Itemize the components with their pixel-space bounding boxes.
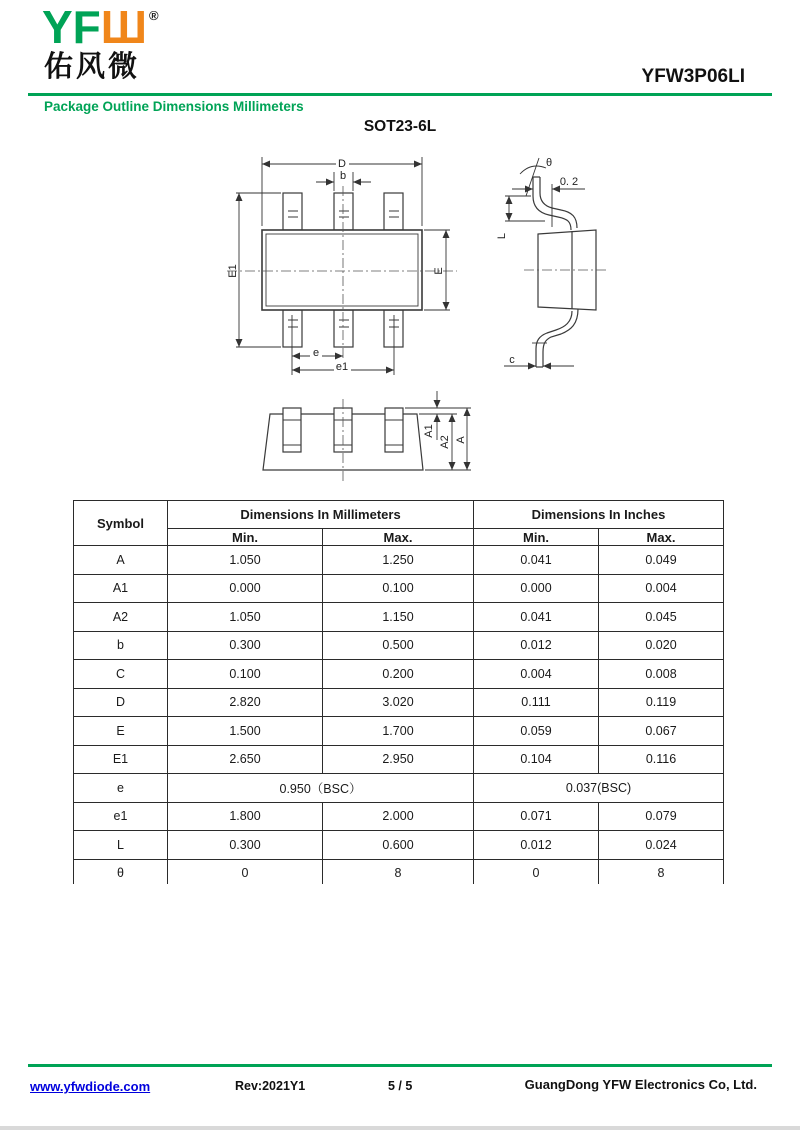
package-name: SOT23-6L bbox=[363, 118, 437, 135]
table-header-groups bbox=[74, 501, 724, 529]
cell-symbol: A bbox=[74, 546, 168, 575]
cell-in-max: 8 bbox=[599, 859, 724, 884]
cell-symbol: E1 bbox=[74, 745, 168, 774]
top-view-body bbox=[262, 230, 422, 310]
cell-in-min: 0.041 bbox=[474, 603, 599, 632]
col-header-mm-max: Max. bbox=[323, 529, 474, 546]
cell-mm-min: 0 bbox=[168, 859, 323, 884]
header-divider bbox=[28, 93, 772, 96]
cell-symbol: L bbox=[74, 831, 168, 860]
col-header-in-min: Min. bbox=[474, 529, 599, 546]
cell-mm-max: 2.950 bbox=[323, 745, 474, 774]
cell-in-max: 0.004 bbox=[599, 574, 724, 603]
cell-mm-max: 8 bbox=[323, 859, 474, 884]
cell-mm-min: 2.650 bbox=[168, 745, 323, 774]
cell-in-max: 0.067 bbox=[599, 717, 724, 746]
cell-mm-min: 1.050 bbox=[168, 546, 323, 575]
cell-in-min: 0.012 bbox=[474, 631, 599, 660]
dimensions-table bbox=[73, 500, 725, 884]
cell-mm-max: 0.100 bbox=[323, 574, 474, 603]
cell-symbol: A2 bbox=[74, 603, 168, 632]
cell-in-min: 0.004 bbox=[474, 660, 599, 689]
table-row-C bbox=[74, 660, 724, 689]
cell-in-max: 0.045 bbox=[599, 603, 724, 632]
cell-in-max: 0.116 bbox=[599, 745, 724, 774]
table-row-b bbox=[74, 631, 724, 660]
dim-label-E1: E1 bbox=[227, 264, 239, 278]
dim-label-c: c bbox=[509, 354, 515, 366]
cell-mm-max: 0.600 bbox=[323, 831, 474, 860]
side-view-dim-labels bbox=[496, 157, 578, 366]
cell-symbol: D bbox=[74, 688, 168, 717]
cell-in-min: 0.071 bbox=[474, 802, 599, 831]
col-header-mm: Dimensions In Millimeters bbox=[168, 501, 474, 529]
package-outline-drawing bbox=[150, 130, 650, 490]
cell-mm-max: 1.700 bbox=[323, 717, 474, 746]
cell-mm-min: 0.100 bbox=[168, 660, 323, 689]
logo-chinese-name: 佑风微 bbox=[44, 51, 141, 83]
table-row-theta bbox=[74, 859, 724, 884]
table-row-A1 bbox=[74, 574, 724, 603]
col-header-mm-min: Min. bbox=[168, 529, 323, 546]
cell-in-min: 0 bbox=[474, 859, 599, 884]
table-row-L bbox=[74, 831, 724, 860]
table-row-E1 bbox=[74, 745, 724, 774]
cell-symbol: e1 bbox=[74, 802, 168, 831]
table-header-minmax bbox=[74, 529, 724, 546]
cell-in-max: 0.119 bbox=[599, 688, 724, 717]
cell-mm-max: 2.000 bbox=[323, 802, 474, 831]
dim-label-L: L bbox=[496, 232, 508, 240]
dim-label-A: A bbox=[455, 436, 467, 444]
part-number: YFW3P06LI bbox=[641, 66, 745, 87]
cell-in-min: 0.041 bbox=[474, 546, 599, 575]
table-row-A2 bbox=[74, 603, 724, 632]
dim-label-02: 0. 2 bbox=[559, 176, 579, 188]
cell-symbol: C bbox=[74, 660, 168, 689]
col-header-symbol: Symbol bbox=[74, 501, 168, 546]
dim-label-A2: A2 bbox=[439, 435, 451, 449]
revision-label: Rev:2021Y1 bbox=[235, 1079, 306, 1093]
cell-in-max: 0.024 bbox=[599, 831, 724, 860]
cell-mm-max: 0.200 bbox=[323, 660, 474, 689]
cell-in-span: 0.037(BSC) bbox=[474, 774, 724, 803]
side-view-leads bbox=[532, 177, 578, 367]
cell-mm-max: 3.020 bbox=[323, 688, 474, 717]
page-subtitle: Package Outline Dimensions Millimeters bbox=[44, 99, 304, 114]
table-row-e1 bbox=[74, 802, 724, 831]
dim-label-e1: e1 bbox=[335, 361, 349, 373]
website-link[interactable]: www.yfwdiode.com bbox=[30, 1079, 151, 1094]
front-view-dimensions bbox=[405, 391, 471, 470]
cell-symbol: e bbox=[74, 774, 168, 803]
col-header-in-max: Max. bbox=[599, 529, 724, 546]
company-name: GuangDong YFW Electronics Co, Ltd. bbox=[524, 1077, 757, 1092]
cell-mm-min: 2.820 bbox=[168, 688, 323, 717]
front-view-dim-labels bbox=[423, 424, 467, 448]
footer-divider bbox=[28, 1064, 772, 1067]
cell-mm-min: 1.500 bbox=[168, 717, 323, 746]
dim-label-e: e bbox=[312, 347, 320, 359]
side-view-dimensions bbox=[504, 158, 585, 366]
cell-mm-min: 0.300 bbox=[168, 631, 323, 660]
cell-in-max: 0.049 bbox=[599, 546, 724, 575]
cell-in-min: 0.111 bbox=[474, 688, 599, 717]
company-logo bbox=[42, 1, 148, 53]
cell-mm-min: 1.800 bbox=[168, 802, 323, 831]
cell-mm-max: 1.250 bbox=[323, 546, 474, 575]
logo-w-mark-icon: Ш bbox=[100, 1, 148, 53]
dim-label-b: b bbox=[339, 170, 347, 182]
col-header-inches: Dimensions In Inches bbox=[474, 501, 724, 529]
cell-in-min: 0.012 bbox=[474, 831, 599, 860]
cell-in-min: 0.059 bbox=[474, 717, 599, 746]
cell-in-max: 0.079 bbox=[599, 802, 724, 831]
cell-symbol: b bbox=[74, 631, 168, 660]
registered-trademark-icon: ® bbox=[149, 8, 159, 23]
page-number: 5 / 5 bbox=[388, 1079, 413, 1093]
cell-mm-min: 0.000 bbox=[168, 574, 323, 603]
cell-mm-max: 0.500 bbox=[323, 631, 474, 660]
cell-symbol: θ bbox=[74, 859, 168, 884]
cell-mm-max: 1.150 bbox=[323, 603, 474, 632]
cell-in-max: 0.008 bbox=[599, 660, 724, 689]
table-row-A bbox=[74, 546, 724, 575]
dim-label-D: D bbox=[338, 158, 346, 170]
table-row-D bbox=[74, 688, 724, 717]
cell-mm-span: 0.950（BSC） bbox=[168, 774, 474, 803]
cell-mm-min: 0.300 bbox=[168, 831, 323, 860]
table-row-E bbox=[74, 717, 724, 746]
page-bottom-edge bbox=[0, 1126, 800, 1130]
cell-symbol: E bbox=[74, 717, 168, 746]
cell-symbol: A1 bbox=[74, 574, 168, 603]
logo-text-yf: YF bbox=[42, 1, 101, 53]
cell-in-max: 0.020 bbox=[599, 631, 724, 660]
dim-label-A1: A1 bbox=[423, 424, 435, 438]
table-row-e bbox=[74, 774, 724, 803]
dim-label-E: E bbox=[433, 267, 445, 275]
cell-in-min: 0.000 bbox=[474, 574, 599, 603]
cell-mm-min: 1.050 bbox=[168, 603, 323, 632]
cell-in-min: 0.104 bbox=[474, 745, 599, 774]
dim-label-theta: θ bbox=[546, 157, 553, 169]
